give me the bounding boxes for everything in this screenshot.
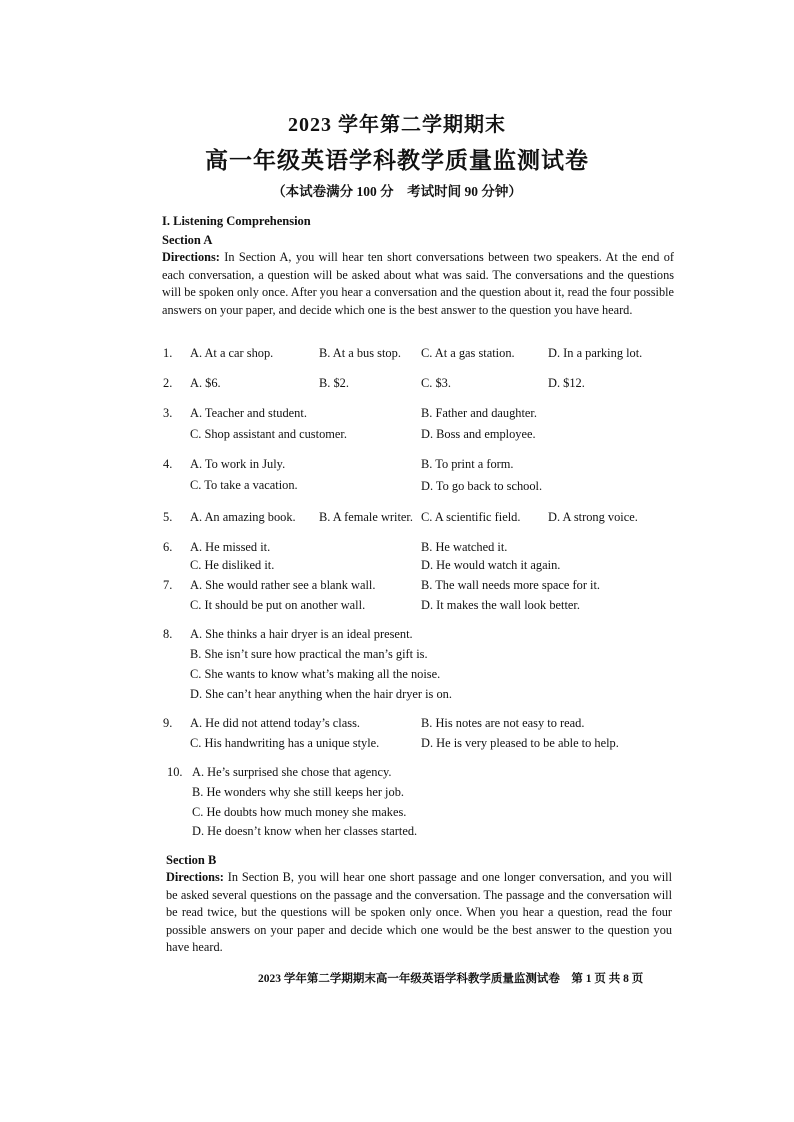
option-b: B. To print a form.: [421, 457, 514, 471]
question-number: 1.: [163, 346, 173, 360]
question-4: [0, 457, 794, 499]
question-number: 8.: [163, 627, 173, 641]
question-number: 2.: [163, 376, 173, 390]
option-c: C. A scientific field.: [421, 510, 521, 524]
option-d: D. In a parking lot.: [548, 346, 643, 360]
option-b: B. His notes are not easy to read.: [421, 716, 585, 730]
option-c: C. He doubts how much money she makes.: [192, 805, 407, 819]
question-7: [0, 578, 794, 618]
option-c: C. Shop assistant and customer.: [190, 427, 347, 441]
question-8: [0, 627, 794, 707]
question-5: [0, 510, 794, 530]
option-d: D. To go back to school.: [421, 479, 543, 493]
option-a: A. $6.: [190, 376, 221, 390]
directions-text: In Section B, you will hear one short passage and one longer conversation, and you will be asked several questions on the passage and the conversation. The passage and the conversation will be read twice, but the questions will be spoken only once. When you hear a question, read the four possible answers on your paper and decide which one would be the best answer to the question you have heard.: [166, 870, 672, 955]
question-number: 5.: [163, 510, 173, 524]
question-1: [0, 346, 794, 366]
question-number: 4.: [163, 457, 173, 471]
option-d: D. He would watch it again.: [421, 558, 561, 572]
option-d: D. Boss and employee.: [421, 427, 536, 441]
option-c: C. It should be put on another wall.: [190, 598, 366, 612]
question-number: 10.: [167, 765, 183, 779]
option-b: B. She isn’t sure how practical the man’s gift is.: [190, 647, 428, 661]
question-number: 6.: [163, 540, 173, 554]
question-10: [0, 765, 794, 845]
page-footer: 2023 学年第二学期期末高一年级英语学科教学质量监测试卷 第 1 页 共 8 页: [258, 973, 644, 985]
option-a: A. He did not attend today’s class.: [190, 716, 360, 730]
option-a: A. He missed it.: [190, 540, 271, 554]
option-d: D. $12.: [548, 376, 585, 390]
option-d: D. He doesn’t know when her classes started.: [192, 824, 418, 838]
option-b: B. He watched it.: [421, 540, 508, 554]
option-a: A. At a car shop.: [190, 346, 274, 360]
option-d: D. It makes the wall look better.: [421, 598, 580, 612]
option-b: B. The wall needs more space for it.: [421, 578, 601, 592]
directions-label: Directions:: [166, 870, 224, 884]
option-c: C. $3.: [421, 376, 451, 390]
question-number: 9.: [163, 716, 173, 730]
section-b-directions: [166, 869, 672, 957]
option-c: C. At a gas station.: [421, 346, 515, 360]
section-a-title: Section A: [162, 233, 213, 247]
directions-label: Directions:: [162, 250, 220, 264]
option-b: B. A female writer.: [319, 510, 413, 524]
exam-info: （本试卷满分 100 分 考试时间 90 分钟）: [272, 184, 522, 199]
part-title: I. Listening Comprehension: [162, 214, 311, 228]
question-9: [0, 716, 794, 758]
exam-title: 高一年级英语学科教学质量监测试卷: [205, 148, 589, 173]
option-b: B. Father and daughter.: [421, 406, 537, 420]
option-a: A. To work in July.: [190, 457, 286, 471]
option-b: B. $2.: [319, 376, 349, 390]
option-a: A. She would rather see a blank wall.: [190, 578, 376, 592]
exam-term-title: 2023 学年第二学期期末: [288, 114, 506, 136]
option-a: A. She thinks a hair dryer is an ideal present.: [190, 627, 413, 641]
option-c: C. She wants to know what’s making all the noise.: [190, 667, 441, 681]
option-c: C. To take a vacation.: [190, 478, 298, 492]
option-b: B. At a bus stop.: [319, 346, 401, 360]
question-6: [0, 540, 794, 580]
option-b: B. He wonders why she still keeps her job.: [192, 785, 404, 799]
directions-text: In Section A, you will hear ten short conversations between two speakers. At the end of each conversation, a question will be asked about what was said. The conversations and the questions will be spoken only once. After you hear a conversation and the question about it, read the four possible answers on your paper, and decide which one is the best answer to the question you have heard.: [162, 250, 674, 317]
option-c: C. His handwriting has a unique style.: [190, 736, 380, 750]
option-d: D. He is very pleased to be able to help.: [421, 736, 619, 750]
option-a: A. He’s surprised she chose that agency.: [192, 765, 392, 779]
question-number: 3.: [163, 406, 173, 420]
option-a: A. Teacher and student.: [190, 406, 307, 420]
section-a-directions: [162, 249, 674, 319]
option-a: A. An amazing book.: [190, 510, 296, 524]
question-number: 7.: [163, 578, 173, 592]
question-3: [0, 406, 794, 448]
question-2: [0, 376, 794, 396]
option-c: C. He disliked it.: [190, 558, 275, 572]
option-d: D. She can’t hear anything when the hair dryer is on.: [190, 687, 452, 701]
option-d: D. A strong voice.: [548, 510, 638, 524]
section-b-title: Section B: [166, 853, 217, 867]
